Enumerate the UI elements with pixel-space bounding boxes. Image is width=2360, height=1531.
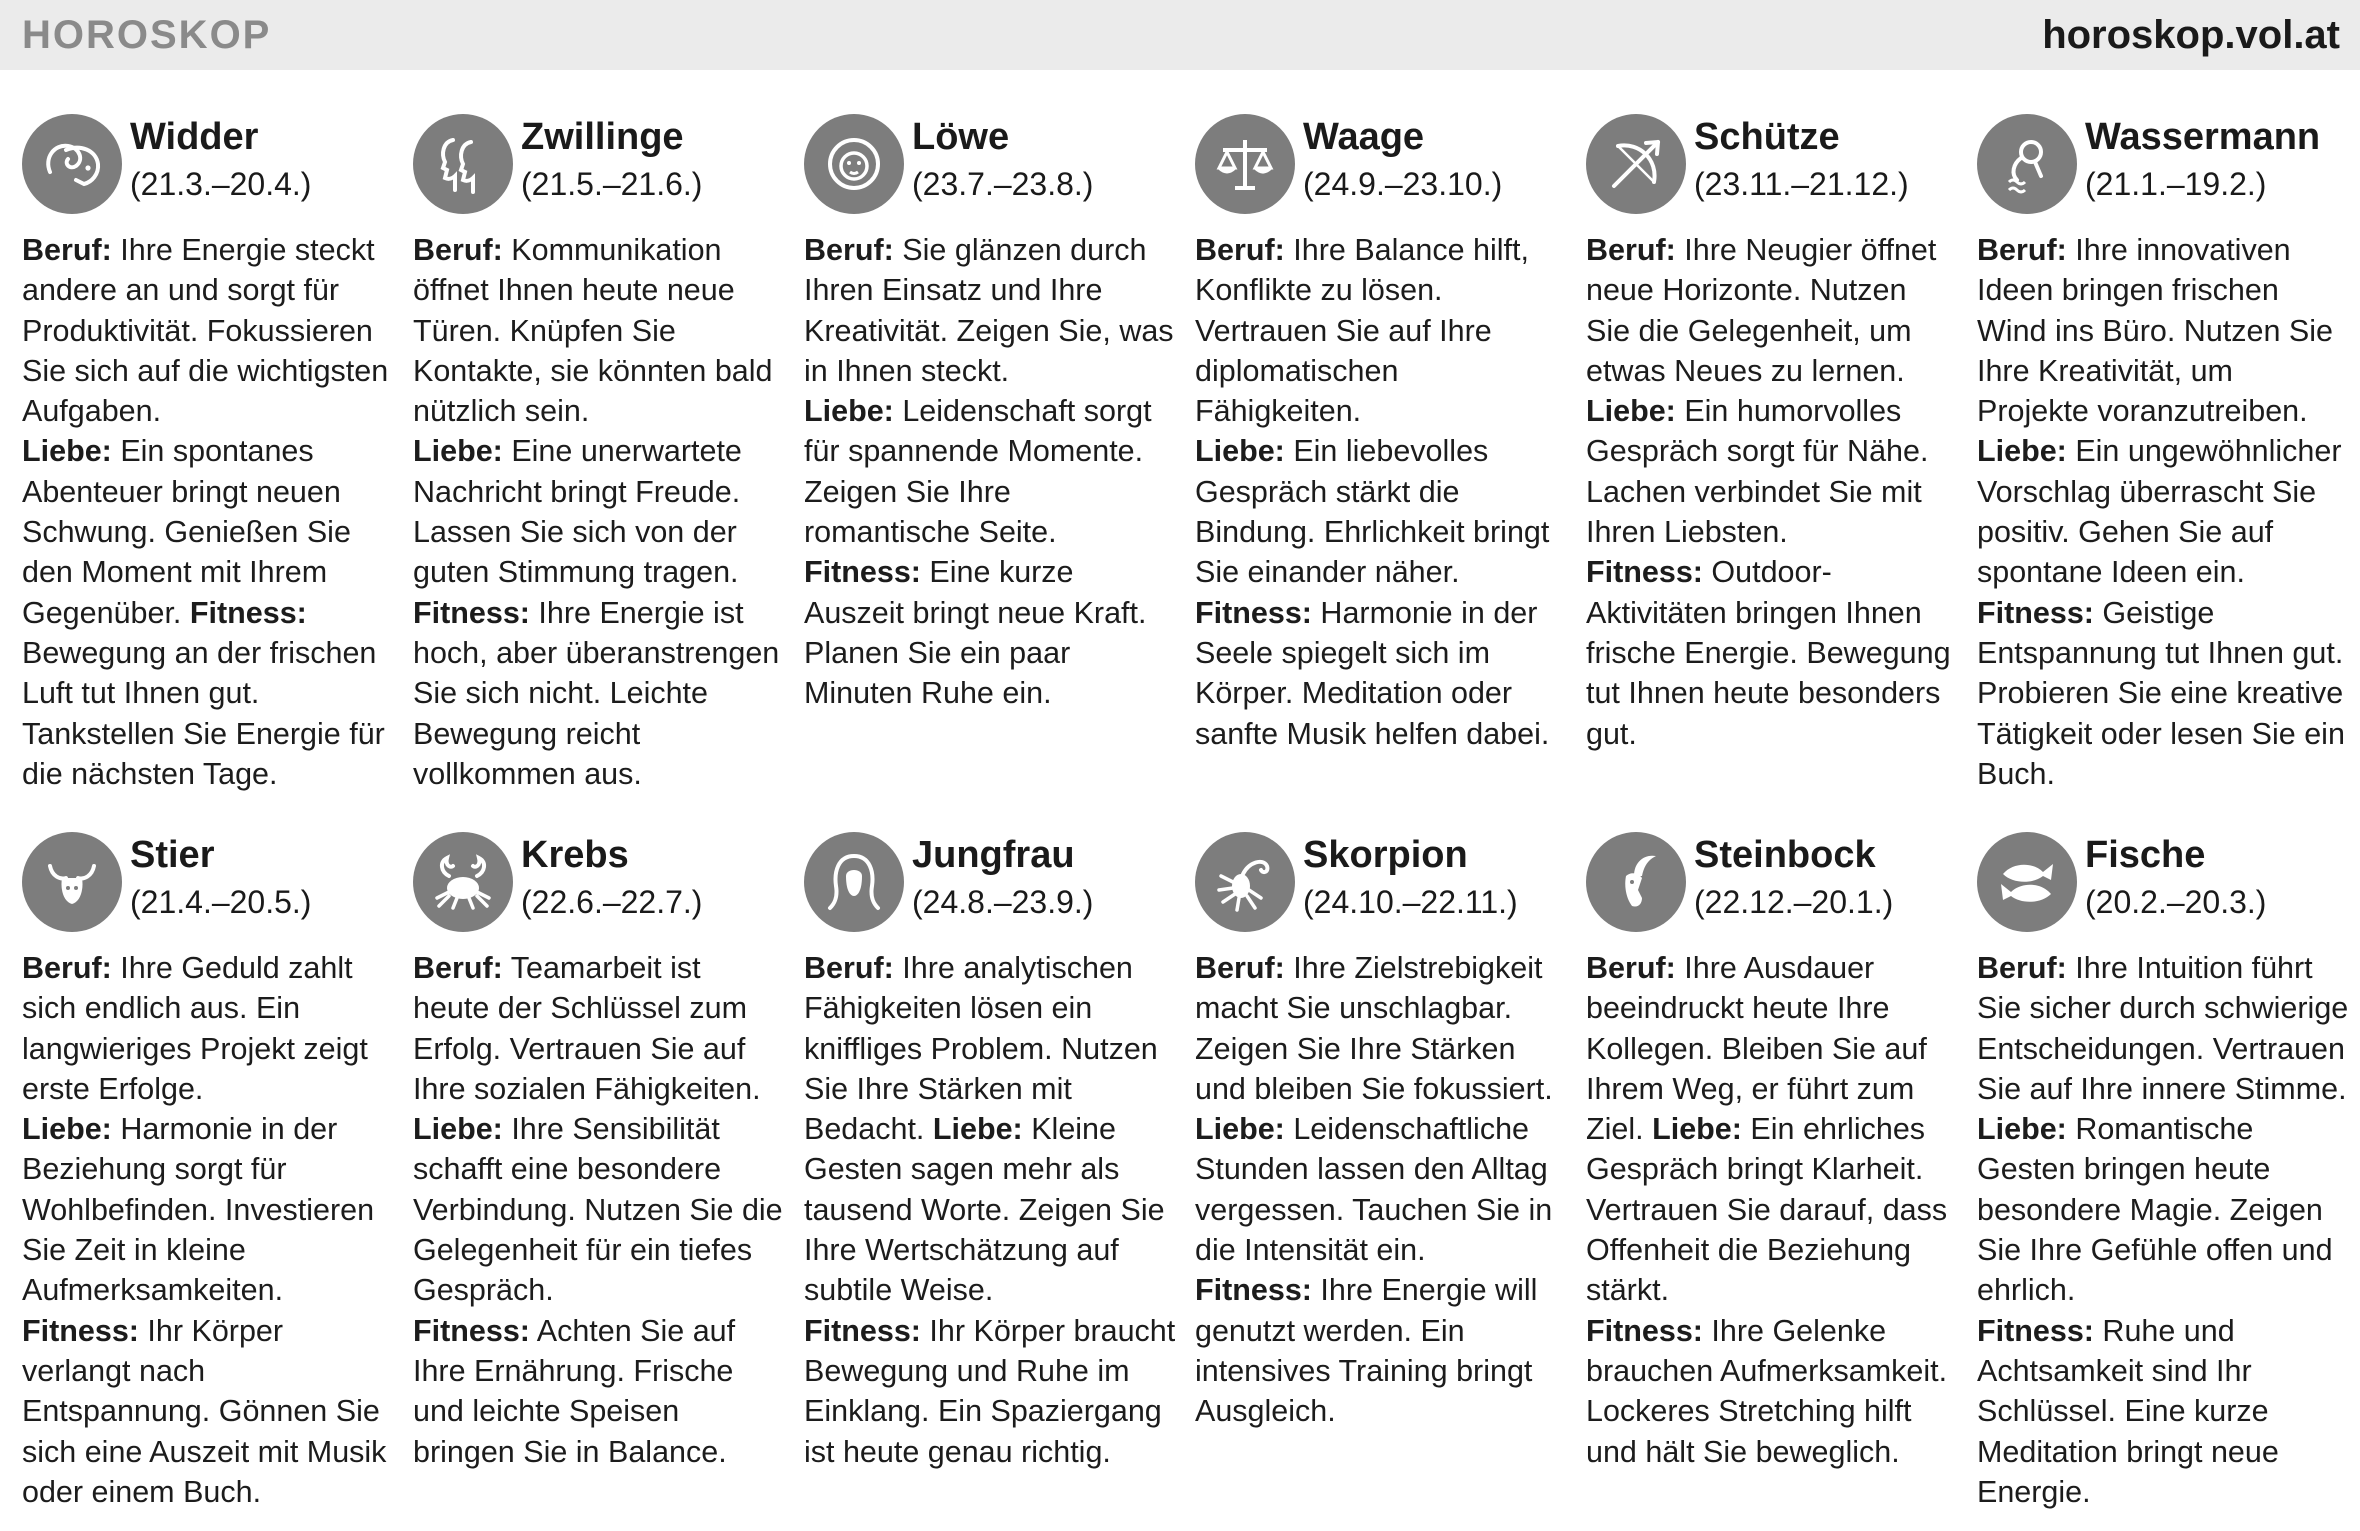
horoscope-text [22,948,394,1512]
fitness-text: Ihre Energie will genutzt werden. Ein intensives Training bringt Ausgleich. [1195,1273,1538,1429]
horoscope-text [413,948,785,1472]
beruf-label: Beruf: [804,951,894,985]
beruf-label: Beruf: [804,233,894,267]
fitness-text: Geistige Entspannung tut Ihnen gut. Probieren Sie eine kreative Tätigkeit oder lesen Sie ein Buch. [1977,595,2345,791]
liebe-label: Liebe: [22,1112,112,1147]
liebe-label: Liebe: [1195,1112,1285,1147]
sign-dates: (21.5.–21.6.) [521,166,703,202]
twins-icon [413,114,513,214]
liebe-text: Ein liebevolles Gespräch stärkt die Bindung. Ehrlichkeit bringt Sie einander näher. [1195,434,1550,590]
liebe-text: Kleine Gesten sagen mehr als tausend Worte. Zeigen Sie Ihre Wertschätzung auf subtile Weise. [804,1112,1165,1308]
sign-name: Jungfrau [912,834,1075,876]
beruf-label: Beruf: [1586,233,1676,267]
sign-card-skorpion [1195,830,1567,1432]
liebe-text: Ein humorvolles Gespräch sorgt für Nähe. Lachen verbindet Sie mit Ihren Liebsten. [1586,394,1929,550]
fitness-label: Fitness: [413,1313,530,1348]
scorpion-icon [1195,832,1295,932]
beruf-label: Beruf: [413,951,503,985]
beruf-label: Beruf: [22,233,112,267]
liebe-text: Ein ungewöhnlicher Vorschlag überrascht Sie positiv. Gehen Sie auf spontane Ideen ein. [1977,434,2342,590]
crab-icon [413,832,513,932]
sign-name: Waage [1303,116,1425,158]
lion-icon [804,114,904,214]
liebe-text: Leidenschaftliche Stunden lassen den Alltag vergessen. Tauchen Sie in die Intensität ein. [1195,1112,1553,1268]
horoscope-text [1977,230,2349,794]
horoscope-text [804,230,1176,714]
fitness-label: Fitness: [1586,555,1703,590]
beruf-text: Ihre analytischen Fähigkeiten lösen ein kniffliges Problem. Nutzen Sie Ihre Stärken mit Bedacht. [804,951,1158,1147]
sign-card-jungfrau [804,830,1176,1472]
liebe-text: Eine unerwartete Nachricht bringt Freude. Lassen Sie sich von der guten Stimmung tragen. [413,434,742,590]
horoscope-text [1977,948,2349,1512]
sign-name: Steinbock [1694,834,1876,876]
sign-dates: (24.8.–23.9.) [912,884,1094,920]
fitness-label: Fitness: [1195,1273,1312,1308]
horoscope-text [804,948,1176,1472]
beruf-label: Beruf: [1195,951,1285,985]
scales-icon [1195,114,1295,214]
sign-name: Stier [130,834,215,876]
liebe-label: Liebe: [1652,1112,1742,1147]
fitness-label: Fitness: [1586,1313,1703,1348]
fitness-label: Fitness: [1977,595,2094,630]
fitness-label: Fitness: [189,595,307,630]
beruf-text: Ihre Intuition führt Sie sicher durch schwierige Entscheidungen. Vertrauen Sie auf Ihre innere Stimme. [1977,951,2349,1106]
beruf-text: Ihre Geduld zahlt sich endlich aus. Ein langwieriges Projekt zeigt erste Erfolge. [22,951,368,1106]
fitness-text: Ruhe und Achtsamkeit sind Ihr Schlüssel. Eine kurze Meditation bringt neue Energie. [1977,1313,2279,1509]
fitness-label: Fitness: [413,595,530,630]
sign-card-steinbock [1586,830,1958,1472]
sign-dates: (21.3.–20.4.) [130,166,312,202]
sign-name: Wassermann [2085,116,2321,158]
fitness-label: Fitness: [804,1313,921,1348]
beruf-text: Ihre Balance hilft, Konflikte zu lösen. Vertrauen Sie auf Ihre diplomatischen Fähigkeiten. [1195,233,1529,429]
sign-card-zwillinge [413,112,785,794]
liebe-label: Liebe: [1977,434,2067,469]
liebe-label: Liebe: [932,1112,1023,1147]
horoscope-text [1586,230,1958,754]
virgin-icon [804,832,904,932]
fitness-text: Ihr Körper braucht Bewegung und Ruhe im Einklang. Ein Spaziergang ist heute genau richtig. [804,1313,1176,1469]
sign-card-schuetze [1586,112,1958,754]
beruf-label: Beruf: [1977,233,2067,267]
beruf-label: Beruf: [1977,951,2067,985]
liebe-label: Liebe: [22,434,112,469]
archer-icon [1586,114,1686,214]
fitness-label: Fitness: [1977,1313,2094,1348]
liebe-label: Liebe: [804,394,894,429]
beruf-text: Ihre Neugier öffnet neue Horizonte. Nutzen Sie die Gelegenheit, um etwas Neues zu lernen. [1586,233,1937,388]
fitness-text: Achten Sie auf Ihre Ernährung. Frische und leichte Speisen bringen Sie in Balance. [413,1313,736,1469]
sign-name: Krebs [521,834,629,876]
liebe-text: Ein ehrliches Gespräch bringt Klarheit. Vertrauen Sie darauf, dass Offenheit die Beziehung stärkt. [1586,1112,1948,1308]
liebe-label: Liebe: [1195,434,1285,469]
water-bearer-icon [1977,114,2077,214]
beruf-text: Ihre Zielstrebigkeit macht Sie unschlagbar. Zeigen Sie Ihre Stärken und bleiben Sie fokussiert. [1195,951,1553,1106]
fitness-label: Fitness: [22,1313,139,1348]
page-header [0,0,2360,70]
site-url[interactable]: horoskop.vol.at [2042,12,2340,57]
beruf-text: Ihre Ausdauer beeindruckt heute Ihre Kollegen. Bleiben Sie auf Ihrem Weg, er führt zum Ziel. [1586,951,1927,1147]
ram-icon [22,114,122,214]
sign-name: Widder [130,116,259,158]
sign-dates: (21.4.–20.5.) [130,884,312,920]
sign-name: Zwillinge [521,116,684,158]
sign-dates: (24.9.–23.10.) [1303,166,1503,202]
sign-card-stier [22,830,394,1512]
beruf-text: Ihre Energie steckt andere an und sorgt für Produktivität. Fokussieren Sie sich auf die wichtigsten Aufgaben. [22,233,389,429]
fish-icon [1977,832,2077,932]
sign-dates: (23.7.–23.8.) [912,166,1094,202]
sign-card-widder [22,112,394,794]
liebe-label: Liebe: [413,434,503,469]
sign-name: Löwe [912,116,1010,158]
sign-dates: (22.6.–22.7.) [521,884,703,920]
beruf-label: Beruf: [1195,233,1285,267]
fitness-text: Bewegung an der frischen Luft tut Ihnen gut. Tankstellen Sie Energie für die nächsten Tage. [22,635,385,791]
horoscope-text [413,230,785,794]
sign-name: Schütze [1694,116,1840,158]
horoscope-text [1195,948,1567,1432]
sign-card-fische [1977,830,2349,1512]
ibex-icon [1586,832,1686,932]
liebe-label: Liebe: [413,1112,503,1147]
horoscope-text [22,230,394,794]
liebe-text: Harmonie in der Beziehung sorgt für Wohlbefinden. Investieren Sie Zeit in kleine Aufmerksamkeiten. [22,1112,375,1308]
sign-name: Skorpion [1303,834,1468,876]
horoscope-text [1195,230,1567,754]
beruf-text: Ihre innovativen Ideen bringen frischen Wind ins Büro. Nutzen Sie Ihre Kreativität, um Projekte voranzutreiben. [1977,233,2333,429]
sign-dates: (21.1.–19.2.) [2085,166,2267,202]
beruf-text: Kommunikation öffnet Ihnen heute neue Türen. Knüpfen Sie Kontakte, sie könnten bald nützlich sein. [413,233,773,429]
liebe-text: Ein spontanes Abenteuer bringt neuen Schwung. Genießen Sie den Moment mit Ihrem Gegenüber. [22,434,351,630]
fitness-text: Eine kurze Auszeit bringt neue Kraft. Planen Sie ein paar Minuten Ruhe ein. [804,555,1147,711]
bull-icon [22,832,122,932]
beruf-text: Sie glänzen durch Ihren Einsatz und Ihre Kreativität. Zeigen Sie, was in Ihnen steckt. [804,233,1174,388]
sign-card-krebs [413,830,785,1472]
fitness-text: Ihre Gelenke brauchen Aufmerksamkeit. Lockeres Stretching hilft und hält Sie beweglich. [1586,1313,1948,1469]
beruf-text: Teamarbeit ist heute der Schlüssel zum Erfolg. Vertrauen Sie auf Ihre sozialen Fähigkeiten. [413,951,761,1106]
beruf-label: Beruf: [22,951,112,985]
fitness-text: Ihr Körper verlangt nach Entspannung. Gönnen Sie sich eine Auszeit mit Musik oder einem Buch. [22,1313,387,1509]
sign-name: Fische [2085,834,2206,876]
sign-card-waage [1195,112,1567,754]
sign-card-loewe [804,112,1176,714]
sign-dates: (23.11.–21.12.) [1694,166,1909,202]
horoscope-text [1586,948,1958,1472]
fitness-text: Harmonie in der Seele spiegelt sich im Körper. Meditation oder sanfte Musik helfen dabei. [1195,595,1550,751]
liebe-text: Leidenschaft sorgt für spannende Momente. Zeigen Sie Ihre romantische Seite. [804,394,1152,550]
fitness-text: Ihre Energie ist hoch, aber überanstrengen Sie sich nicht. Leichte Bewegung reicht vollkommen aus. [413,595,780,791]
liebe-text: Ihre Sensibilität schafft eine besondere Verbindung. Nutzen Sie die Gelegenheit für ein tiefes Gespräch. [413,1112,783,1308]
sign-card-wassermann [1977,112,2349,794]
fitness-text: Outdoor-Aktivitäten bringen Ihnen frische Energie. Bewegung tut Ihnen heute besonders gut. [1586,555,1951,751]
liebe-label: Liebe: [1586,394,1676,429]
liebe-label: Liebe: [1977,1112,2067,1147]
sign-dates: (24.10.–22.11.) [1303,884,1518,920]
liebe-text: Romantische Gesten bringen heute besondere Magie. Zeigen Sie Ihre Gefühle offen und ehrlich. [1977,1112,2333,1308]
sign-dates: (22.12.–20.1.) [1694,884,1894,920]
section-title: HOROSKOP [22,12,272,57]
fitness-label: Fitness: [1195,595,1312,630]
beruf-label: Beruf: [1586,951,1676,985]
sign-dates: (20.2.–20.3.) [2085,884,2267,920]
fitness-label: Fitness: [804,555,921,590]
beruf-label: Beruf: [413,233,503,267]
